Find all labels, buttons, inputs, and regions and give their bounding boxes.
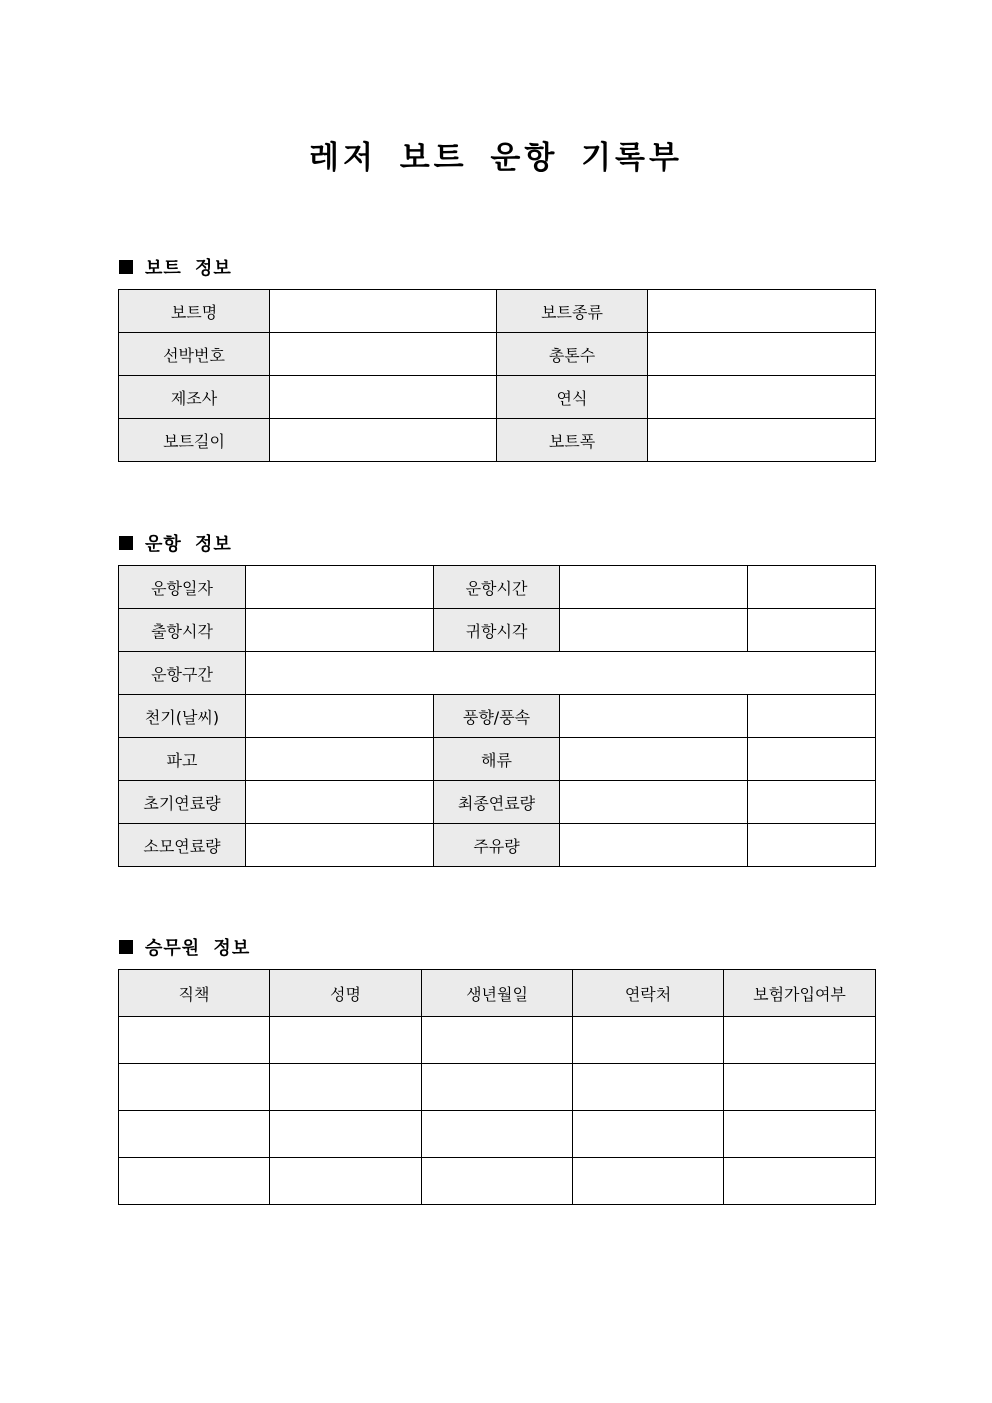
wind-field[interactable] (560, 695, 748, 738)
table-row (119, 609, 876, 652)
position-cell[interactable] (119, 1111, 270, 1158)
refuel-amount-extra-field[interactable] (748, 824, 876, 867)
table-row (119, 1158, 876, 1205)
boat-name-label: 보트명 (119, 290, 270, 333)
voyage-route-field[interactable] (246, 652, 876, 695)
departure-time-label: 출항시각 (119, 609, 246, 652)
boat-width-label: 보트폭 (497, 419, 648, 462)
position-cell[interactable] (119, 1158, 270, 1205)
boat-width-field[interactable] (648, 419, 876, 462)
birthdate-cell[interactable] (422, 1017, 573, 1064)
final-fuel-field[interactable] (560, 781, 748, 824)
voyage-time-field[interactable] (560, 566, 748, 609)
insurance-cell[interactable] (724, 1017, 876, 1064)
final-fuel-extra-field[interactable] (748, 781, 876, 824)
boat-name-field[interactable] (270, 290, 497, 333)
name-cell[interactable] (270, 1064, 422, 1111)
insurance-cell[interactable] (724, 1064, 876, 1111)
voyage-date-field[interactable] (246, 566, 434, 609)
refuel-amount-field[interactable] (560, 824, 748, 867)
voyage-time-label: 운항시간 (434, 566, 560, 609)
birthdate-cell[interactable] (422, 1111, 573, 1158)
wind-extra-field[interactable] (748, 695, 876, 738)
voyage-section-title: 운항 정보 (145, 534, 232, 555)
table-row (119, 738, 876, 781)
fuel-consumed-label: 소모연료량 (119, 824, 246, 867)
vessel-number-field[interactable] (270, 333, 497, 376)
name-header: 성명 (270, 970, 422, 1017)
gross-tonnage-field[interactable] (648, 333, 876, 376)
voyage-route-label: 운항구간 (119, 652, 246, 695)
boat-length-label: 보트길이 (119, 419, 270, 462)
voyage-info-table (118, 565, 876, 867)
name-cell[interactable] (270, 1158, 422, 1205)
final-fuel-label: 최종연료량 (434, 781, 560, 824)
manufacturer-field[interactable] (270, 376, 497, 419)
table-row (119, 1017, 876, 1064)
table-row (119, 652, 876, 695)
page-title: 레저 보트 운항 기록부 (309, 140, 683, 176)
boat-length-field[interactable] (270, 419, 497, 462)
return-time-label: 귀항시각 (434, 609, 560, 652)
voyage-time-extra-field[interactable] (748, 566, 876, 609)
return-time-extra-field[interactable] (748, 609, 876, 652)
weather-label: 천기(날씨) (119, 695, 246, 738)
table-row (119, 566, 876, 609)
insurance-cell[interactable] (724, 1111, 876, 1158)
weather-field[interactable] (246, 695, 434, 738)
initial-fuel-label: 초기연료량 (119, 781, 246, 824)
model-year-label: 연식 (497, 376, 648, 419)
gross-tonnage-label: 총톤수 (497, 333, 648, 376)
insurance-header: 보험가입여부 (724, 970, 876, 1017)
contact-cell[interactable] (573, 1064, 724, 1111)
wave-height-label: 파고 (119, 738, 246, 781)
initial-fuel-field[interactable] (246, 781, 434, 824)
manufacturer-label: 제조사 (119, 376, 270, 419)
birthdate-cell[interactable] (422, 1158, 573, 1205)
square-bullet-icon (119, 536, 133, 550)
return-time-field[interactable] (560, 609, 748, 652)
voyage-date-label: 운항일자 (119, 566, 246, 609)
insurance-cell[interactable] (724, 1158, 876, 1205)
square-bullet-icon (119, 260, 133, 274)
crew-section-title: 승무원 정보 (145, 938, 251, 959)
name-cell[interactable] (270, 1017, 422, 1064)
refuel-amount-label: 주유량 (434, 824, 560, 867)
position-header: 직책 (119, 970, 270, 1017)
birthdate-cell[interactable] (422, 1064, 573, 1111)
table-header-row (119, 970, 876, 1017)
contact-cell[interactable] (573, 1158, 724, 1205)
table-row (119, 695, 876, 738)
table-row (119, 376, 876, 419)
table-row (119, 419, 876, 462)
boat-info-table (118, 289, 876, 462)
wind-label: 풍향/풍속 (434, 695, 560, 738)
model-year-field[interactable] (648, 376, 876, 419)
current-label: 해류 (434, 738, 560, 781)
birthdate-header: 생년월일 (422, 970, 573, 1017)
name-cell[interactable] (270, 1111, 422, 1158)
table-row (119, 333, 876, 376)
contact-header: 연락처 (573, 970, 724, 1017)
fuel-consumed-field[interactable] (246, 824, 434, 867)
table-row (119, 824, 876, 867)
current-extra-field[interactable] (748, 738, 876, 781)
contact-cell[interactable] (573, 1017, 724, 1064)
table-row (119, 1111, 876, 1158)
current-field[interactable] (560, 738, 748, 781)
crew-section-heading (119, 934, 250, 960)
contact-cell[interactable] (573, 1111, 724, 1158)
departure-time-field[interactable] (246, 609, 434, 652)
table-row (119, 1064, 876, 1111)
boat-section-heading (119, 254, 232, 280)
wave-height-field[interactable] (246, 738, 434, 781)
boat-section-title: 보트 정보 (145, 258, 232, 279)
table-row (119, 781, 876, 824)
position-cell[interactable] (119, 1064, 270, 1111)
table-row (119, 290, 876, 333)
voyage-section-heading (119, 530, 232, 556)
position-cell[interactable] (119, 1017, 270, 1064)
square-bullet-icon (119, 940, 133, 954)
crew-info-table (118, 969, 876, 1205)
boat-type-label: 보트종류 (497, 290, 648, 333)
boat-type-field[interactable] (648, 290, 876, 333)
vessel-number-label: 선박번호 (119, 333, 270, 376)
